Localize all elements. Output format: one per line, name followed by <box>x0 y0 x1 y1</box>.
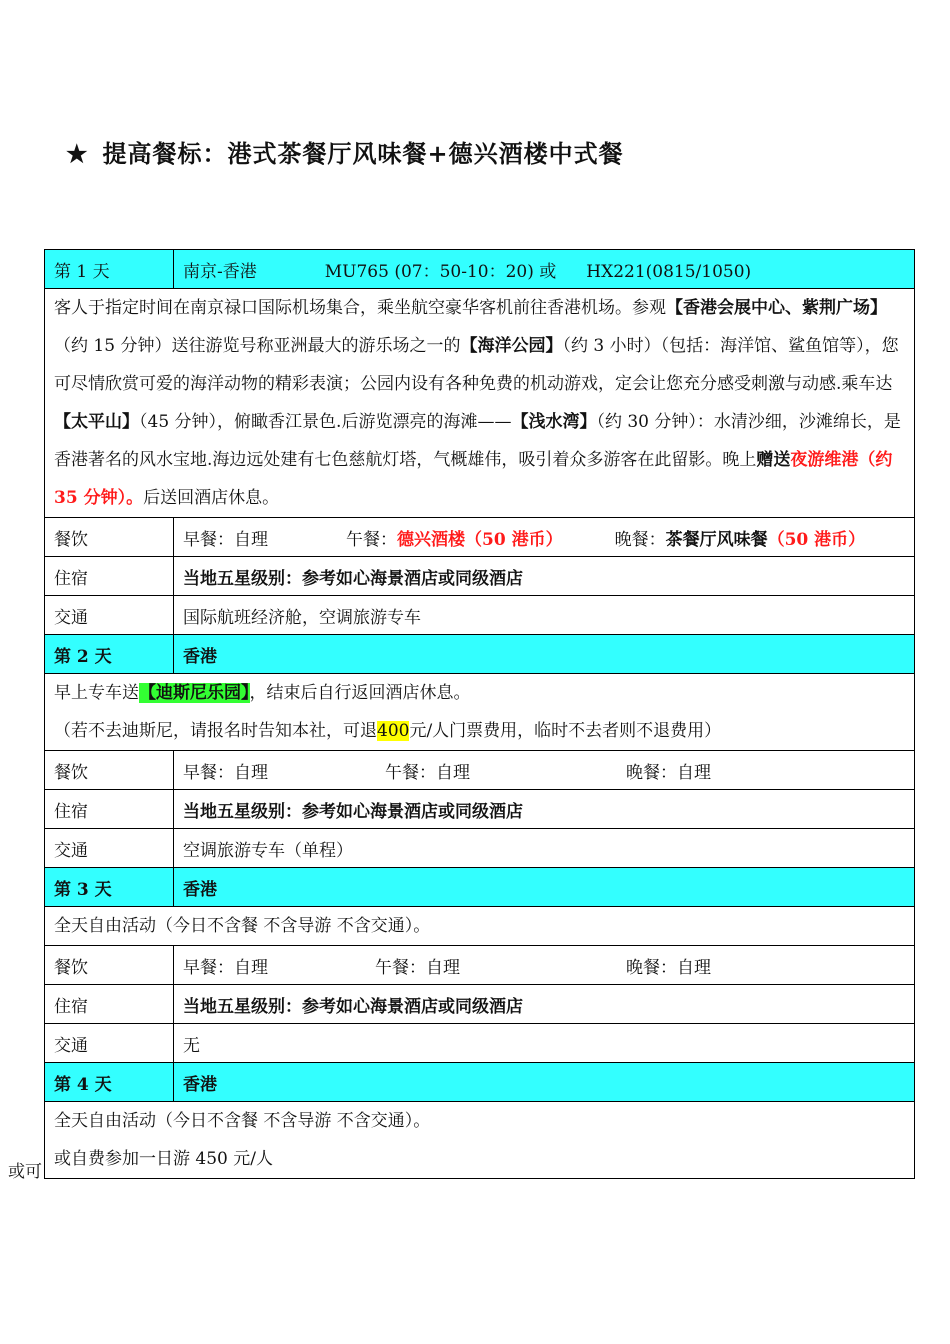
page-title <box>66 134 624 169</box>
day-description-3 <box>45 907 915 946</box>
desc-line <box>54 712 905 750</box>
dinner-name: 茶餐厅风味餐 <box>665 529 768 550</box>
lunch: 午餐：自理 <box>385 762 470 783</box>
desc-line: 全天自由活动（今日不含餐 不含导游 不含交通）。 <box>54 1111 431 1131</box>
day-header-4 <box>45 1063 915 1102</box>
title-text: 提高餐标：港式茶餐厅风味餐+德兴酒楼中式餐 <box>102 139 624 168</box>
lodging-row-1 <box>45 557 915 596</box>
meal-row-1 <box>45 518 915 557</box>
lodging-label: 住宿 <box>45 985 174 1024</box>
attraction-repulse-bay: 【浅水湾】 <box>511 412 597 432</box>
day-city: 香港 <box>174 868 915 907</box>
gift-label: 赠送 <box>756 450 791 470</box>
dinner-prefix: 晚餐： <box>614 529 666 550</box>
desc-text: 客人于指定时间在南京禄口国际机场集合，乘坐航空豪华客机前往香港机场。参观 <box>54 298 666 318</box>
desc-text: （约 30 分钟）：水清沙细，沙滩绵长，是香港著名的风水宝地.海边远处建有七色慈航灯塔，气概雄伟，吸引着众多游客在此留影。晚上 <box>54 412 901 470</box>
meal-label: 餐饮 <box>45 751 174 790</box>
star-icon: ★ <box>66 139 89 168</box>
meal-row-2 <box>45 751 915 790</box>
day-city: 香港 <box>174 1063 915 1102</box>
day-label: 第 1 天 <box>45 250 174 289</box>
attraction-convention-centre: 【香港会展中心、紫荆广场】 <box>666 298 887 318</box>
lodging-label: 住宿 <box>45 790 174 829</box>
lodging-value: 当地五星级别：参考如心海景酒店或同级酒店 <box>174 985 915 1024</box>
lodging-row-2 <box>45 790 915 829</box>
meal-label: 餐饮 <box>45 946 174 985</box>
lodging-row-3 <box>45 985 915 1024</box>
attraction-disneyland: 【迪斯尼乐园】 <box>139 683 250 703</box>
transport-label: 交通 <box>45 1024 174 1063</box>
description-cell <box>45 674 915 751</box>
day-header-1 <box>45 250 915 289</box>
day-label: 第 2 天 <box>45 635 174 674</box>
desc-text: ，结束后自行返回酒店休息。 <box>249 683 471 703</box>
transport-label: 交通 <box>45 596 174 635</box>
breakfast: 早餐：自理 <box>183 529 268 550</box>
dinner: 晚餐：自理 <box>626 957 711 978</box>
meal-row-3 <box>45 946 915 985</box>
description-cell <box>45 289 915 518</box>
transport-label: 交通 <box>45 829 174 868</box>
meal-label: 餐饮 <box>45 518 174 557</box>
meal-details <box>174 946 915 985</box>
desc-line: 或自费参加一日游 450 元/人 <box>54 1149 273 1169</box>
lunch-name: 德兴酒楼（50 港币） <box>397 529 563 550</box>
refund-amount: 400 <box>377 721 410 741</box>
description-cell <box>45 1102 915 1179</box>
description-cell: 全天自由活动（今日不含餐 不含导游 不含交通）。 <box>45 907 915 946</box>
lunch-prefix: 午餐： <box>346 529 397 550</box>
desc-text: 早上专车送 <box>54 683 139 703</box>
day-label: 第 3 天 <box>45 868 174 907</box>
dinner: 晚餐：自理 <box>626 762 711 783</box>
day-description-1 <box>45 289 915 518</box>
desc-text: 元/人门票费用，临时不去者则不退费用） <box>409 721 722 741</box>
lodging-value: 当地五星级别：参考如心海景酒店或同级酒店 <box>174 557 915 596</box>
desc-text: （约 3 小时）（包括：海洋馆、鲨鱼馆等），您可尽情欣赏可爱的海洋动物的精彩表演；公园内设有各种免费的机动游戏，定会让您充分感受刺激与动感.乘车达 <box>54 336 899 394</box>
desc-line <box>54 674 905 712</box>
transport-row-3 <box>45 1024 915 1063</box>
flight-2: HX221(0815/1050) <box>586 261 752 282</box>
attraction-victoria-peak: 【太平山】 <box>54 412 139 432</box>
transport-row-2 <box>45 829 915 868</box>
desc-text: （约 15 分钟）送往游览号称亚洲最大的游乐场之一的 <box>54 336 461 356</box>
day-label: 第 4 天 <box>45 1063 174 1102</box>
lodging-label: 住宿 <box>45 557 174 596</box>
route-name: 南京-香港 <box>183 261 257 282</box>
transport-value: 无 <box>174 1024 915 1063</box>
dinner-price: （50 港币） <box>767 529 866 550</box>
transport-value: 国际航班经济舱，空调旅游专车 <box>174 596 915 635</box>
day-description-2 <box>45 674 915 751</box>
desc-text: 后送回酒店休息。 <box>143 488 280 508</box>
side-note: 或可 <box>8 1162 42 1182</box>
flight-1: MU765 (07：50-10：20) 或 <box>324 261 557 282</box>
transport-row-1 <box>45 596 915 635</box>
meal-details <box>174 518 915 557</box>
transport-value: 空调旅游专车（单程） <box>174 829 915 868</box>
day-route <box>174 250 915 289</box>
itinerary-table <box>44 249 915 1179</box>
breakfast: 早餐：自理 <box>183 762 268 783</box>
attraction-ocean-park: 【海洋公园】 <box>460 336 563 356</box>
desc-text: （45 分钟），俯瞰香江景色.后游览漂亮的海滩—— <box>139 412 512 432</box>
lunch: 午餐：自理 <box>375 957 460 978</box>
desc-text: （若不去迪斯尼，请报名时告知本社，可退 <box>54 721 377 741</box>
day-header-3 <box>45 868 915 907</box>
day-city: 香港 <box>174 635 915 674</box>
day-header-2 <box>45 635 915 674</box>
day-description-4 <box>45 1102 915 1179</box>
lodging-value: 当地五星级别：参考如心海景酒店或同级酒店 <box>174 790 915 829</box>
meal-details <box>174 751 915 790</box>
night-tour-highlight: 夜游维港（约 35 分钟）。 <box>54 450 893 508</box>
breakfast: 早餐：自理 <box>183 957 268 978</box>
